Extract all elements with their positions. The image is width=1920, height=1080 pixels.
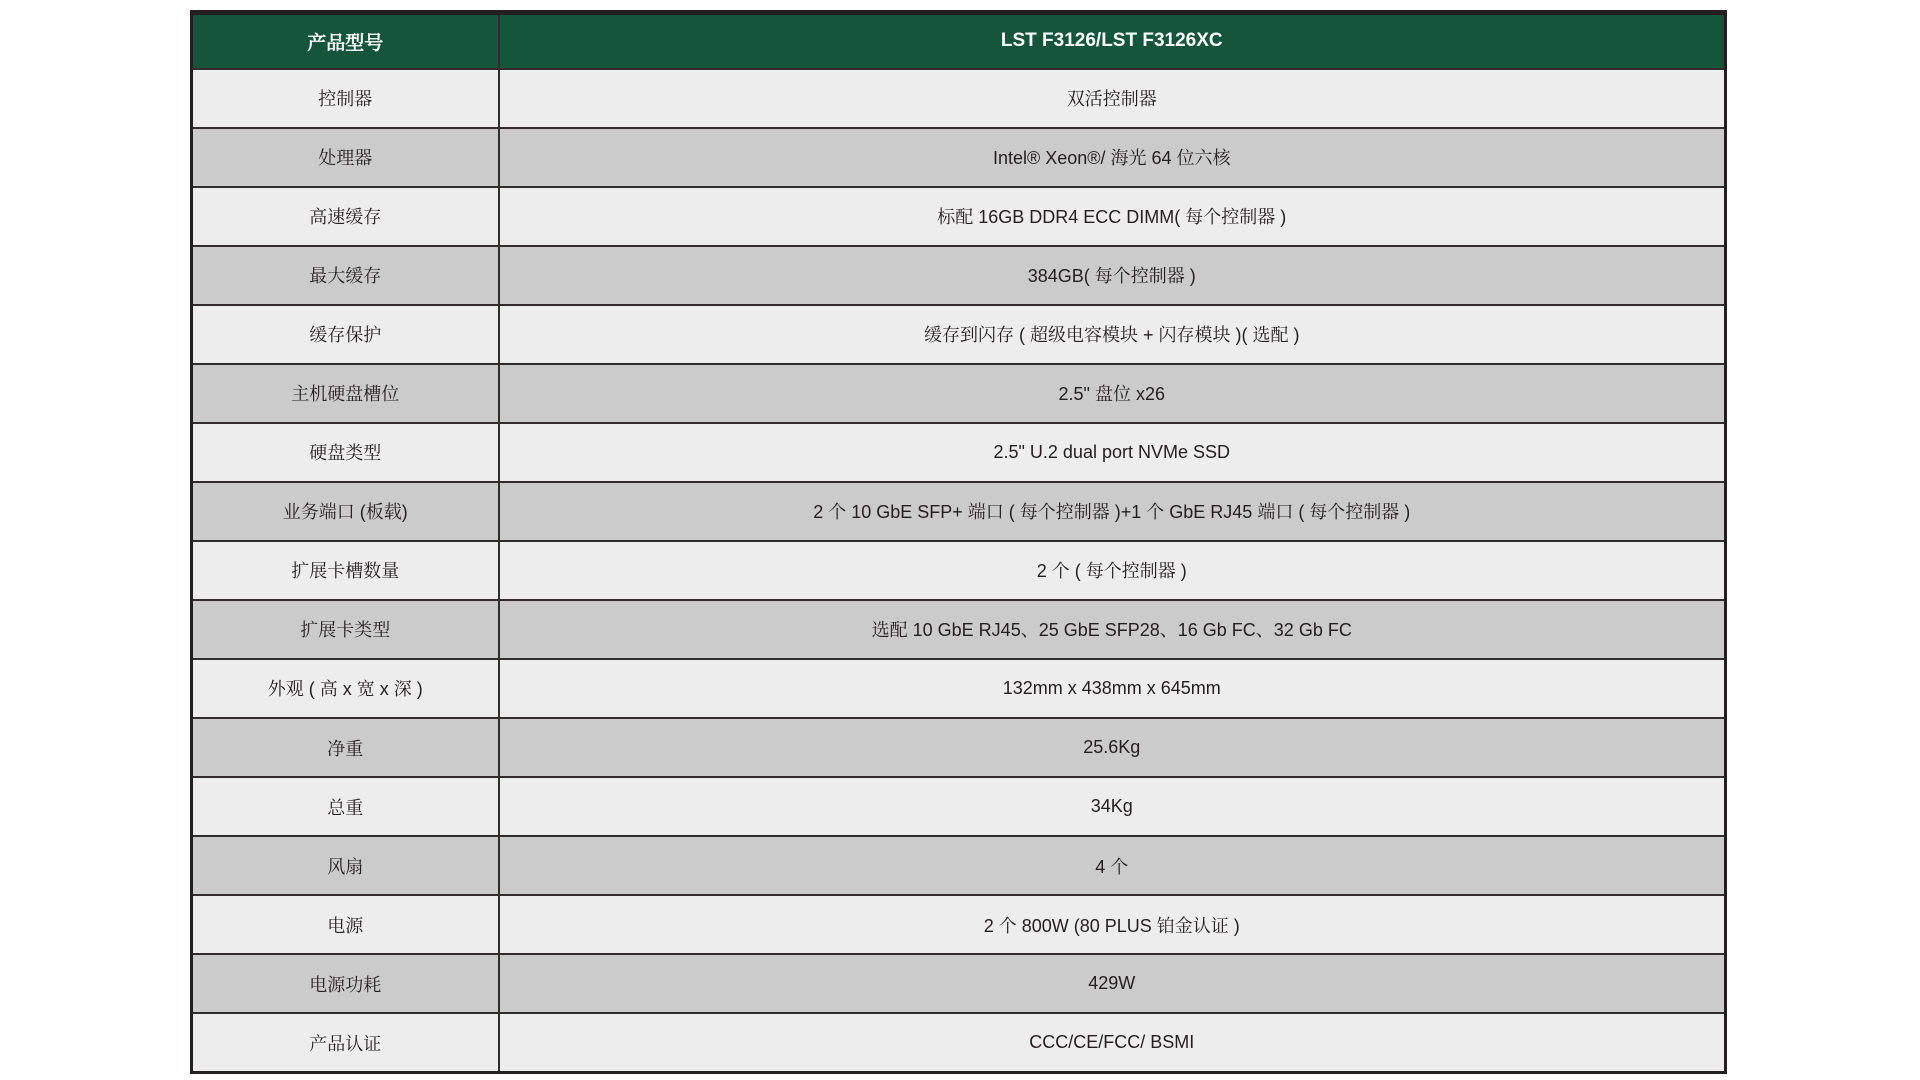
spec-value: 34Kg [499, 777, 1726, 836]
table-row [192, 718, 1726, 777]
spec-label: 电源 [192, 895, 499, 954]
spec-value: 132mm x 438mm x 645mm [499, 659, 1726, 718]
spec-value: 4 个 [499, 836, 1726, 895]
spec-label: 电源功耗 [192, 954, 499, 1013]
header-value-cell: LST F3126/LST F3126XC [499, 13, 1726, 69]
table-row [192, 128, 1726, 187]
spec-label: 控制器 [192, 69, 499, 128]
spec-label: 风扇 [192, 836, 499, 895]
table-row [192, 541, 1726, 600]
table-row [192, 600, 1726, 659]
spec-label: 高速缓存 [192, 187, 499, 246]
spec-label: 扩展卡槽数量 [192, 541, 499, 600]
table-row [192, 305, 1726, 364]
spec-label: 硬盘类型 [192, 423, 499, 482]
spec-label: 缓存保护 [192, 305, 499, 364]
product-spec-table [190, 10, 1727, 1074]
table-row [192, 895, 1726, 954]
spec-value: CCC/CE/FCC/ BSMI [499, 1013, 1726, 1072]
spec-label: 主机硬盘槽位 [192, 364, 499, 423]
table-header-row [192, 13, 1726, 69]
table-row [192, 954, 1726, 1013]
spec-label: 外观 ( 高 x 宽 x 深 ) [192, 659, 499, 718]
table-row [192, 482, 1726, 541]
spec-value: 2 个 10 GbE SFP+ 端口 ( 每个控制器 )+1 个 GbE RJ45 端口 ( 每个控制器 ) [499, 482, 1726, 541]
spec-label: 总重 [192, 777, 499, 836]
table-row [192, 1013, 1726, 1072]
table-row [192, 836, 1726, 895]
spec-table-body [192, 69, 1726, 1073]
table-row [192, 187, 1726, 246]
spec-label: 产品认证 [192, 1013, 499, 1072]
spec-label: 扩展卡类型 [192, 600, 499, 659]
spec-label: 处理器 [192, 128, 499, 187]
spec-value: 429W [499, 954, 1726, 1013]
spec-value: 双活控制器 [499, 69, 1726, 128]
table-row [192, 364, 1726, 423]
spec-label: 净重 [192, 718, 499, 777]
spec-value: 384GB( 每个控制器 ) [499, 246, 1726, 305]
table-row [192, 69, 1726, 128]
spec-value: 缓存到闪存 ( 超级电容模块 + 闪存模块 )( 选配 ) [499, 305, 1726, 364]
spec-value: 2 个 800W (80 PLUS 铂金认证 ) [499, 895, 1726, 954]
spec-value: 2.5" U.2 dual port NVMe SSD [499, 423, 1726, 482]
spec-label: 最大缓存 [192, 246, 499, 305]
table-row [192, 423, 1726, 482]
spec-label: 业务端口 (板载) [192, 482, 499, 541]
table-row [192, 777, 1726, 836]
spec-value: Intel® Xeon®/ 海光 64 位六核 [499, 128, 1726, 187]
spec-value: 25.6Kg [499, 718, 1726, 777]
spec-value: 标配 16GB DDR4 ECC DIMM( 每个控制器 ) [499, 187, 1726, 246]
spec-value: 2.5" 盘位 x26 [499, 364, 1726, 423]
spec-value: 选配 10 GbE RJ45、25 GbE SFP28、16 Gb FC、32 Gb FC [499, 600, 1726, 659]
table-row [192, 246, 1726, 305]
spec-value: 2 个 ( 每个控制器 ) [499, 541, 1726, 600]
header-label-cell: 产品型号 [192, 13, 499, 69]
table-row [192, 659, 1726, 718]
